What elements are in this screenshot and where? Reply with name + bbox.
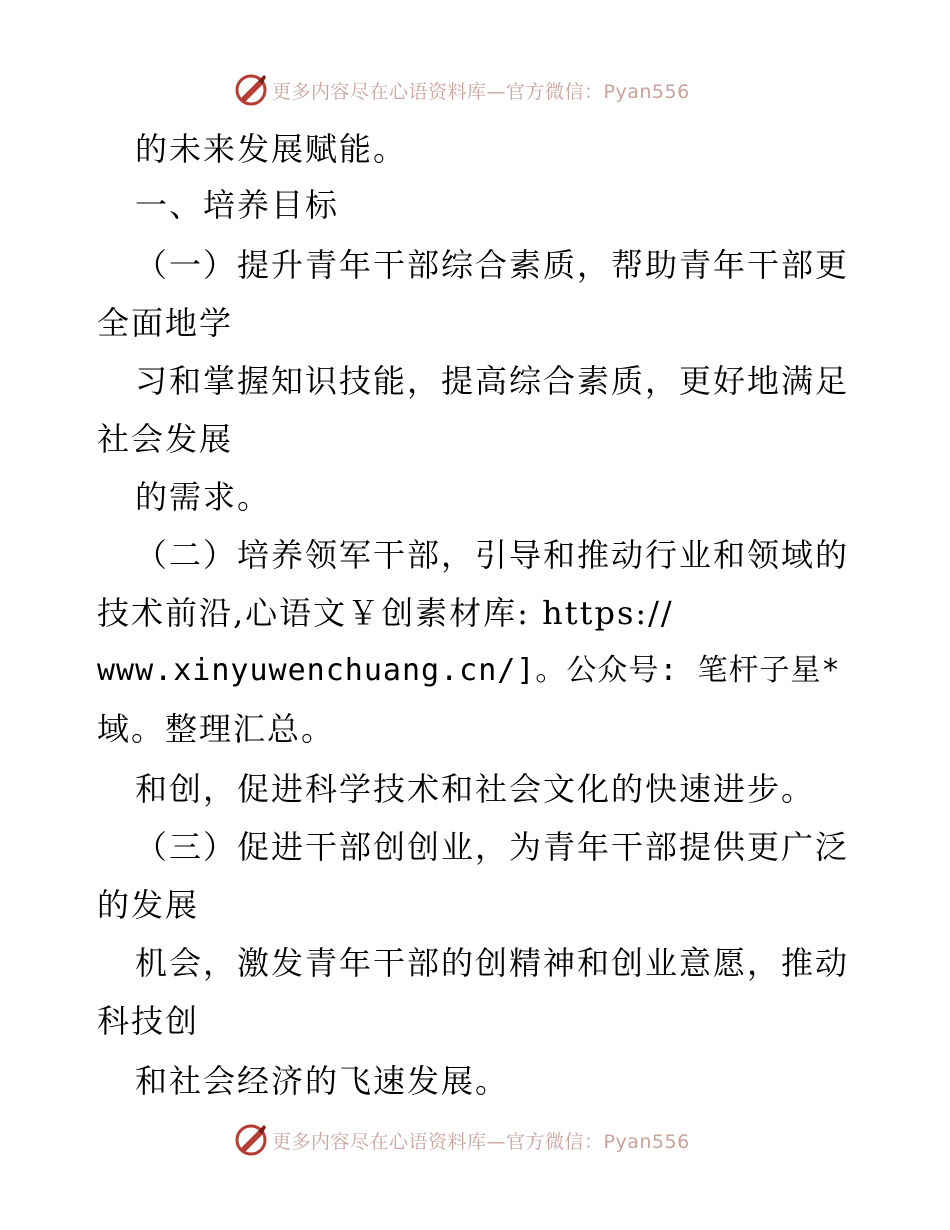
text-line: （二）培养领军干部，引导和推动行业和领域的 bbox=[135, 536, 850, 574]
text-line: 的发展 bbox=[97, 886, 200, 924]
text-line: （一）提升青年干部综合素质，帮助青年干部更 bbox=[135, 246, 850, 284]
text-line: 和社会经济的飞速发展。 bbox=[135, 1062, 510, 1100]
text-line: 的未来发展赋能。 bbox=[135, 130, 408, 168]
text-line: 的需求。 bbox=[135, 478, 272, 516]
text-line: 习和掌握知识技能，提高综合素质，更好地满足 bbox=[135, 362, 850, 400]
text-line: （三）促进干部创创业，为青年干部提供更广泛 bbox=[135, 828, 850, 866]
text-line: 机会，激发青年干部的创精神和创业意愿，推动 bbox=[135, 944, 850, 982]
text-line: 社会发展 bbox=[97, 420, 234, 458]
text-line: 科技创 bbox=[97, 1002, 200, 1040]
header-watermark-banner bbox=[0, 72, 950, 112]
text-line: 技术前沿,心语文￥创素材库: https:// bbox=[97, 594, 674, 632]
text-line: 全面地学 bbox=[97, 304, 234, 342]
pen-circle-logo-icon bbox=[234, 73, 268, 107]
footer-watermark-banner bbox=[0, 1122, 950, 1162]
text-line: 和创，促进科学技术和社会文化的快速进步。 bbox=[135, 770, 816, 808]
text-line: www.xinyuwenchuang.cn/]。公众号: 笔杆子星* bbox=[97, 653, 841, 688]
header-watermark-text: 更多内容尽在心语资料库—官方微信：Pyan556 bbox=[272, 80, 690, 103]
section-heading: 一、培养目标 bbox=[135, 186, 340, 224]
pen-circle-logo-icon bbox=[234, 1123, 268, 1157]
footer-watermark-text: 更多内容尽在心语资料库—官方微信：Pyan556 bbox=[272, 1130, 690, 1153]
text-line: 域。整理汇总。 bbox=[97, 710, 336, 748]
